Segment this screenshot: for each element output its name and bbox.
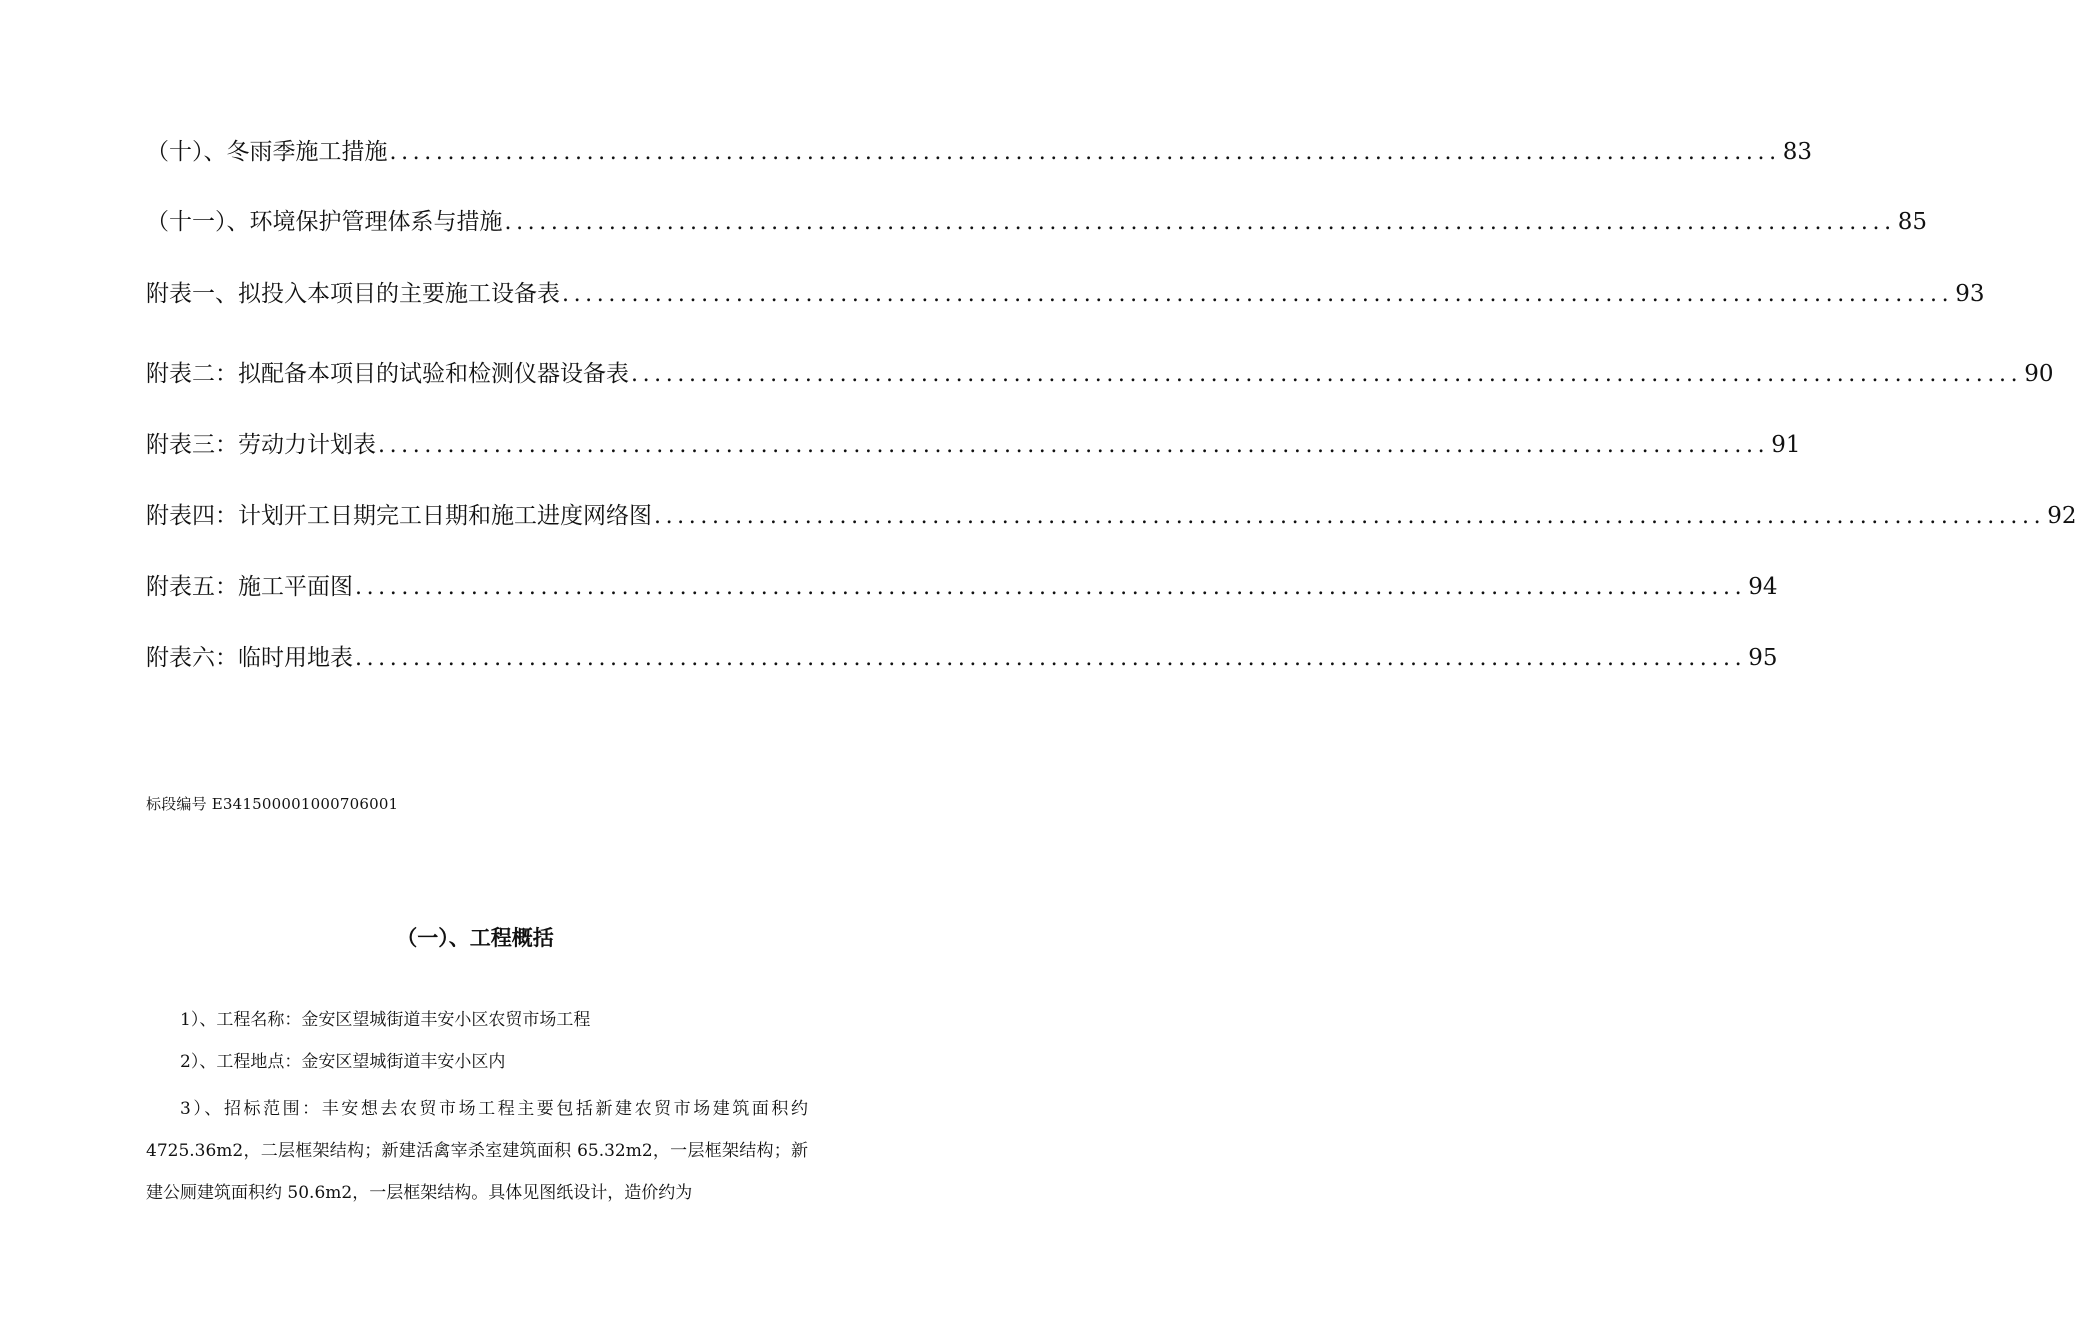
toc-entry-page: 93 [1955, 281, 1985, 307]
toc-entry-page: 90 [2024, 361, 2054, 387]
toc-leader-dots: ........................................................................................................................ [631, 362, 2023, 387]
section-body [146, 1000, 808, 1214]
toc-entry-title: （十）、冬雨季施工措施 [146, 139, 388, 165]
table-of-contents [146, 132, 2076, 679]
toc-leader-dots: ........................................................................................................................ [389, 140, 1781, 165]
toc-entry-title: 附表五：施工平面图 [146, 574, 353, 600]
section-code: 标段编号 E3415000010007060​01 [146, 795, 399, 813]
toc-leader-dots: ........................................................................................................................ [355, 646, 1747, 671]
toc-entry[interactable] [146, 567, 1778, 608]
item-bid-scope: 3）、招标范围：丰安想去农贸市场工程主要包括新建农贸市场建筑面积约4725.36m2，二层框架结构；新建活禽宰杀室建筑面积 65.32m2，一层框架结构；新建公厕建筑面积约 50.6m2，一层框架结构。具体见图纸设计，造价约为 [146, 1099, 808, 1203]
item-project-name: 1）、工程名称：金安区望城街道丰安小区农贸市场工程 [180, 1010, 591, 1030]
toc-entry[interactable] [146, 354, 2054, 395]
toc-entry[interactable] [146, 425, 1801, 466]
toc-entry[interactable] [146, 496, 2076, 537]
toc-entry-page: 91 [1771, 432, 1801, 458]
toc-entry[interactable] [146, 132, 1812, 173]
item-project-location: 2）、工程地点：金安区望城街道丰安小区内 [180, 1052, 506, 1072]
toc-entry-title: 附表一、拟投入本项目的主要施工设备表 [146, 281, 560, 307]
toc-entry-title: 附表六：临时用地表 [146, 645, 353, 671]
toc-entry-page: 85 [1897, 209, 1927, 235]
toc-entry-page: 95 [1748, 645, 1778, 671]
toc-entry[interactable] [146, 274, 1985, 315]
toc-leader-dots: ........................................................................................................................ [355, 575, 1747, 600]
toc-leader-dots: ........................................................................................................................ [504, 210, 1896, 235]
section-title: （一）、工程概括 [396, 926, 554, 950]
toc-entry[interactable] [146, 638, 1778, 679]
toc-entry-page: 94 [1748, 574, 1778, 600]
toc-entry-page: 83 [1782, 139, 1812, 165]
toc-entry-page: 92 [2047, 503, 2076, 529]
toc-leader-dots: ........................................................................................................................ [562, 282, 1954, 307]
toc-entry-title: 附表三：劳动力计划表 [146, 432, 376, 458]
toc-entry-title: 附表二：拟配备本项目的试验和检测仪器设备表 [146, 361, 629, 387]
toc-entry-title: 附表四：计划开工日期完工日期和施工进度网络图 [146, 503, 652, 529]
toc-leader-dots: ........................................................................................................................ [378, 433, 1770, 458]
toc-entry[interactable] [146, 202, 1927, 243]
toc-leader-dots: ........................................................................................................................ [654, 504, 2046, 529]
toc-entry-title: （十一）、环境保护管理体系与措施 [146, 209, 503, 235]
